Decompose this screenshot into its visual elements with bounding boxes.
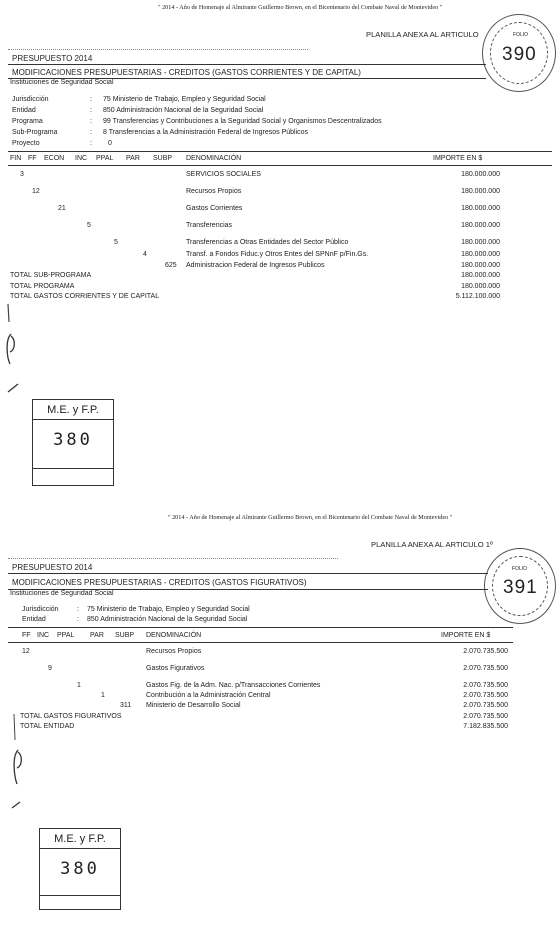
stamp-value: 380	[53, 430, 93, 450]
row-desc: Gastos Corrientes	[186, 205, 243, 212]
meta-value: 850 Administración Nacional de la Seguridad Social	[87, 616, 248, 623]
col-header: PPAL	[57, 632, 75, 639]
row-desc: Transferencias a Otras Entidades del Sector Público	[186, 239, 349, 246]
row-desc: Recursos Propios	[186, 188, 242, 195]
row-code: 311	[120, 702, 132, 709]
col-header: IMPORTE EN $	[441, 632, 491, 639]
row-amount: 180.000.000	[461, 171, 500, 178]
col-header: PPAL	[96, 155, 114, 162]
meta-colon: :	[90, 129, 92, 136]
col-header: PAR	[90, 632, 104, 639]
section-title: MODIFICACIONES PRESUPUESTARIAS - CREDITOS (GASTOS CORRIENTES Y DE CAPITAL)	[12, 68, 361, 77]
header-motto: " 2014 - Año de Homenaje al Almirante Guillermo Brown, en el Bicentenario del Combate Naval de Montevideo "	[168, 514, 453, 521]
meta-colon: :	[77, 616, 79, 623]
row-code: 5	[114, 239, 118, 246]
col-header: FF	[28, 155, 37, 162]
row-amount: 180.000.000	[461, 205, 500, 212]
total-label: TOTAL ENTIDAD	[20, 723, 75, 730]
col-header: IMPORTE EN $	[433, 155, 483, 162]
meta-label: Jurisdicción	[22, 606, 59, 613]
meta-colon: :	[90, 96, 92, 103]
meta-value: 99 Transferencias y Contribuciones a la Seguridad Social y Organismos Descentralizados	[103, 118, 382, 125]
handwritten-initials	[2, 300, 26, 400]
total-amount: 180.000.000	[461, 272, 500, 279]
col-header: INC	[75, 155, 88, 162]
row-code: 625	[165, 262, 177, 269]
row-amount: 2.070.735.500	[463, 648, 508, 655]
row-amount: 180.000.000	[461, 251, 500, 258]
total-label: TOTAL SUB-PROGRAMA	[10, 272, 92, 279]
row-amount: 180.000.000	[461, 239, 500, 246]
presupuesto-label: PRESUPUESTO 2014	[12, 563, 93, 572]
total-label: TOTAL GASTOS FIGURATIVOS	[20, 713, 122, 720]
total-amount: 7.182.835.500	[463, 723, 508, 730]
col-header: INC	[37, 632, 50, 639]
total-label: TOTAL GASTOS CORRIENTES Y DE CAPITAL	[10, 293, 160, 300]
meta-colon: :	[90, 118, 92, 125]
col-header: FF	[22, 632, 31, 639]
meta-label: Proyecto	[12, 140, 40, 147]
row-code: 12	[32, 188, 40, 195]
row-desc: SERVICIOS SOCIALES	[186, 171, 261, 178]
folio-word: FOLIO	[512, 566, 528, 572]
folio-word: FOLIO	[513, 32, 529, 38]
col-header: DENOMINACIÓN	[146, 632, 202, 639]
row-amount: 2.070.735.500	[463, 665, 508, 672]
row-desc: Administracion Federal de Ingresos Publicos	[186, 262, 325, 269]
row-code: 9	[48, 665, 52, 672]
row-desc: Gastos Figurativos	[146, 665, 205, 672]
row-code: 5	[87, 222, 91, 229]
folio-number: 391	[503, 577, 538, 598]
col-header: ECON	[44, 155, 65, 162]
total-amount: 2.070.735.500	[463, 713, 508, 720]
stamp-label: M.E. y F.P.	[47, 404, 99, 416]
row-code: 3	[20, 171, 24, 178]
row-code: 4	[143, 251, 147, 258]
planilla-label: PLANILLA ANEXA AL ARTICULO 1º	[371, 540, 493, 549]
meta-value: 850 Administración Nacional de la Seguridad Social	[103, 107, 264, 114]
row-amount: 2.070.735.500	[463, 702, 508, 709]
meta-value: 75 Ministerio de Trabajo, Empleo y Seguridad Social	[103, 96, 266, 103]
meta-label: Jurisdicción	[12, 96, 49, 103]
row-code: 12	[22, 648, 30, 655]
row-desc: Ministerio de Desarrollo Social	[146, 702, 241, 709]
meta-colon: :	[90, 107, 92, 114]
row-amount: 2.070.735.500	[463, 682, 508, 689]
row-code: 1	[77, 682, 81, 689]
meta-value: 8 Transferencias a la Administración Federal de Ingresos Públicos	[103, 129, 309, 136]
total-amount: 180.000.000	[461, 283, 500, 290]
stamp-box	[39, 828, 121, 910]
col-header: SUBP	[153, 155, 173, 162]
col-header: SUBP	[115, 632, 135, 639]
col-header: PAR	[126, 155, 140, 162]
meta-label: Entidad	[22, 616, 46, 623]
stamp-box	[32, 399, 114, 486]
folio-number: 390	[502, 44, 537, 65]
row-desc: Recursos Propios	[146, 648, 202, 655]
row-desc: Transf. a Fondos Fiduc.y Otros Entes del SPNnF p/Fin.Gs.	[186, 251, 369, 258]
row-amount: 180.000.000	[461, 262, 500, 269]
institution: Instituciones de Seguridad Social	[10, 79, 114, 86]
row-amount: 180.000.000	[461, 222, 500, 229]
row-desc: Gastos Fig. de la Adm. Nac. p/Transacciones Corrientes	[146, 682, 321, 689]
meta-colon: :	[77, 606, 79, 613]
planilla-label: PLANILLA ANEXA AL ARTICULO	[366, 30, 479, 39]
presupuesto-label: PRESUPUESTO 2014	[12, 54, 93, 63]
meta-value: 0	[108, 140, 112, 147]
header-motto: " 2014 - Año de Homenaje al Almirante Guillermo Brown, en el Bicentenario del Combate Naval de Montevideo "	[158, 4, 443, 11]
total-amount: 5.112.100.000	[455, 293, 500, 300]
meta-colon: :	[90, 140, 92, 147]
meta-label: Programa	[12, 118, 43, 125]
row-code: 1	[101, 692, 105, 699]
stamp-label: M.E. y F.P.	[54, 833, 106, 845]
total-label: TOTAL PROGRAMA	[10, 283, 75, 290]
col-header: DENOMINACIÓN	[186, 155, 242, 162]
meta-label: Sub-Programa	[12, 129, 58, 136]
row-code: 21	[58, 205, 66, 212]
stamp-value: 380	[60, 859, 100, 879]
row-desc: Transferencias	[186, 222, 233, 229]
handwritten-initials	[6, 712, 30, 812]
meta-value: 75 Ministerio de Trabajo, Empleo y Seguridad Social	[87, 606, 250, 613]
row-amount: 2.070.735.500	[463, 692, 508, 699]
institution: Instituciones de Seguridad Social	[10, 590, 114, 597]
col-header: FIN	[10, 155, 22, 162]
row-amount: 180.000.000	[461, 188, 500, 195]
row-desc: Contribución a la Administración Central	[146, 692, 271, 699]
meta-label: Entidad	[12, 107, 36, 114]
section-title: MODIFICACIONES PRESUPUESTARIAS - CREDITOS (GASTOS FIGURATIVOS)	[12, 578, 307, 587]
